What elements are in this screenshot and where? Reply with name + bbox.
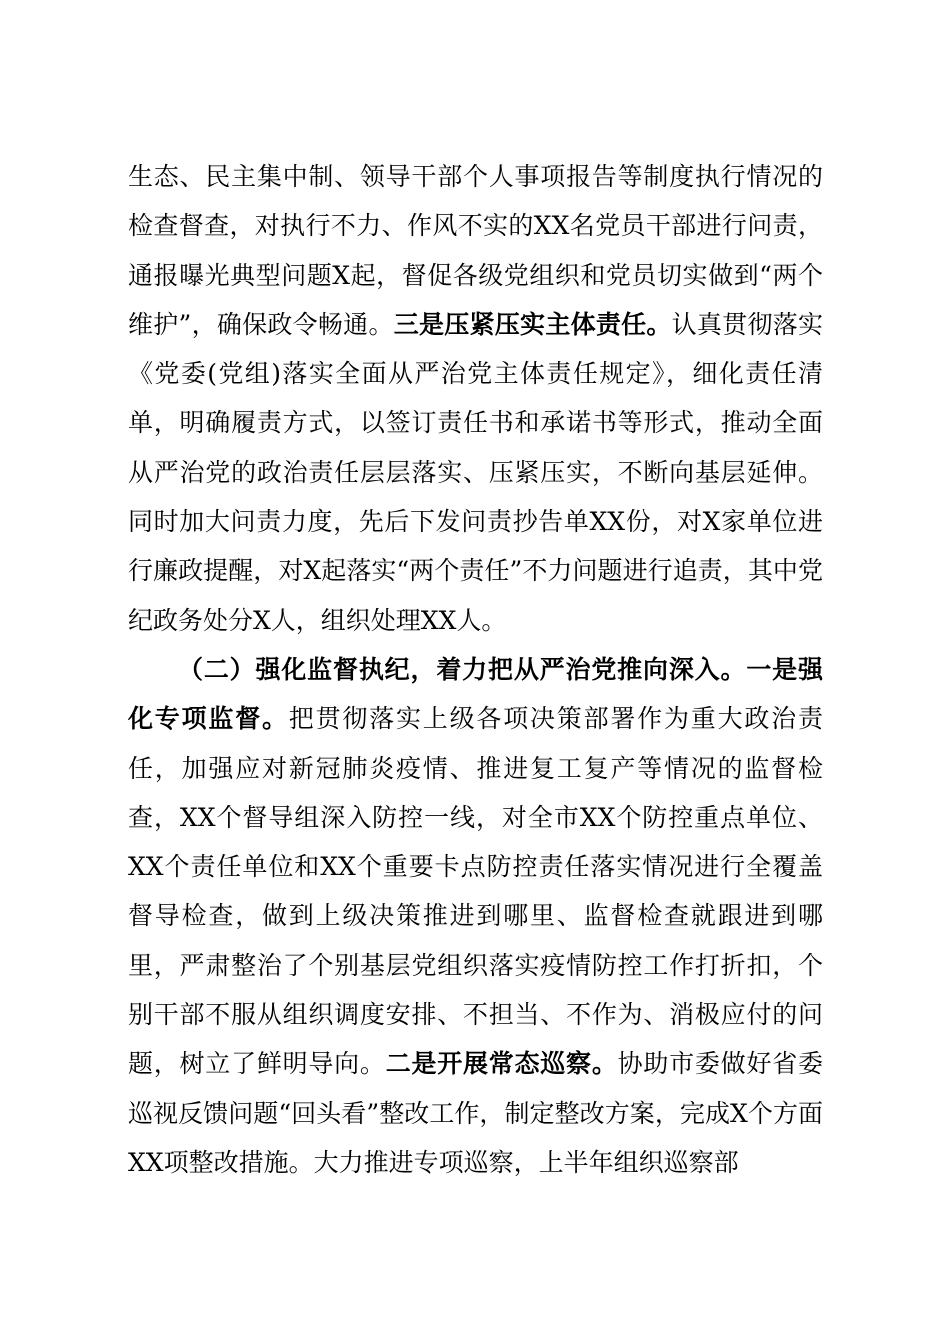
paragraph-2-text-a: 把贯彻落实上级各项决策部署作为重大政治责任，加强应对新冠肺炎疫情、推进复工复产等情况的监督检查，XX个督导组深入防控一线，对全市XX个防控重点单位、XX个责任单位和XX个重要卡点防控责任落实情况进行全覆盖督导检查，做到上级决策推进到哪里、监督检查就跟进到哪里，严肃整治了个别基层党组织落实疫情防控工作打折扣，个别干部不服从组织调度安排、不担当、不作为、消极应付的问题，树立了鲜明导向。: [128, 704, 823, 1079]
section-heading-two: （二）强化监督执纪，着力把从严治党推向深入。一是强化专项监督。: [128, 654, 823, 734]
paragraph-1-text-a: 生态、民主集中制、领导干部个人事项报告等制度执行情况的检查督查，对执行不力、作风不实的XX名党员干部进行问责，通报曝光典型问题X起，督促各级党组织和党员切实做到“两个维护”，确保政令畅通。: [128, 162, 823, 339]
paragraph-1-text-b: 认真贯彻落实《党委(党组)落实全面从严治党主体责任规定》，细化责任清单，明确履责方式，以签订责任书和承诺书等形式，推动全面从严治党的政治责任层层落实、压紧压实，不断向基层延伸。同时加大问责力度，先后下发问责抄告单XX份，对X家单位进行廉政提醒，对X起落实“两个责任”不力问题进行追责，其中党纪政务处分X人，组织处理XX人。: [128, 309, 823, 635]
heading-two-inspection: 二是开展常态巡察。: [385, 1049, 618, 1079]
heading-three-responsibility: 三是压紧压实主体责任。: [393, 309, 672, 339]
paragraph-2: [128, 645, 823, 1187]
paragraph-1: [128, 152, 823, 645]
document-page: [128, 152, 823, 1187]
paragraph-2-text-b: 协助市委做好省委巡视反馈问题“回头看”整改工作，制定整改方案，完成X个方面XX项整改措施。大力推进专项巡察，上半年组织巡察部: [128, 1049, 823, 1177]
